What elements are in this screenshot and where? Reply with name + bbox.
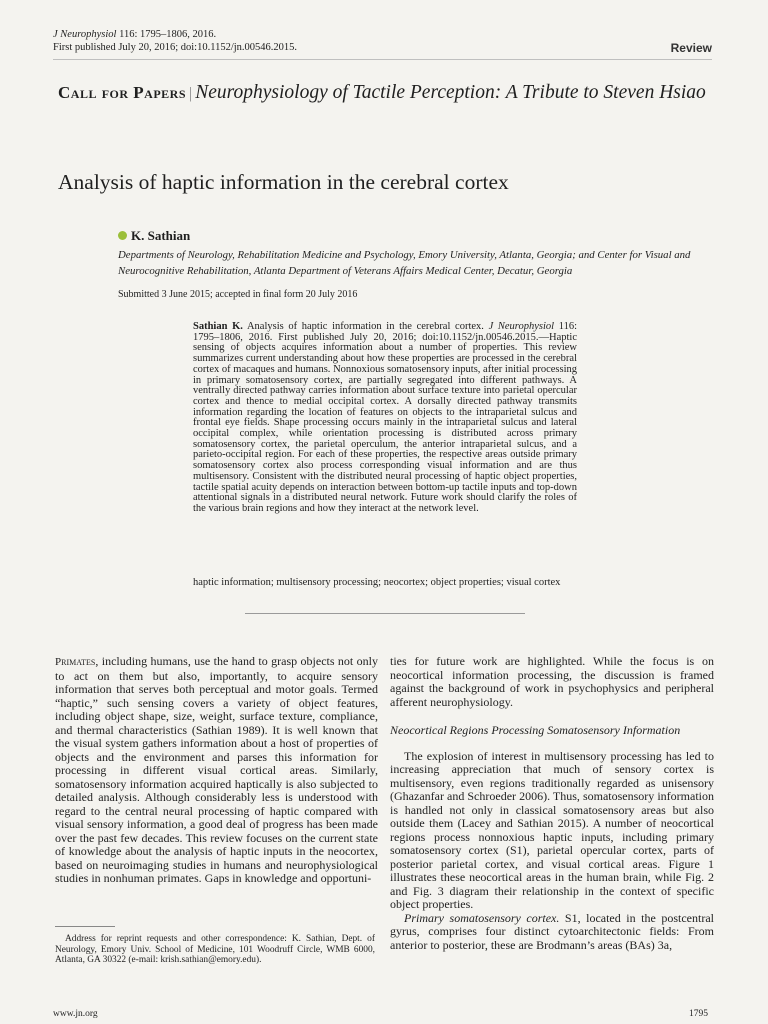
body-paragraph-2-text: S1, located in the postcentral gyrus, comprises four distinct cytoarchitectonic fields: From anterior to posterior, these are Brodmann’s areas (BAs) 3a,: [390, 910, 714, 952]
running-header: [53, 28, 297, 54]
citation: 116: 1795–1806, 2016.: [116, 29, 217, 40]
abstract-body: 116: 1795–1806, 2016. First published July 20, 2016; doi:10.1152/jn.00546.2015.—Haptic sensing of objects acquires information about a number of properties. This review summarizes current understanding about how these properties are processed in the cerebral cortex of macaques and humans. Nonnoxious somatosensory inputs, after initial processing in primary somatosensory cortex, are partially segregated into different pathways. A ventrally directed pathway carries information about surface texture into parietal opercular cortex and thence to medial occipital cortex. A dorsally directed pathway transmits information regarding the location of features on objects to the intraparietal sulcus and frontal eye fields. Shape processing occurs mainly in the intraparietal sulcus and lateral occipital complex, while orientation processing is distributed across primary somatosensory cortex, the parietal operculum, the anterior intraparietal sulcus, and a parieto-occipital region. For each of these properties, the respective areas outside primary somatosensory cortex also process corresponding visual information and are thus multisensory. Consistent with the distributed neural processing of haptic object properties, tactile spatial acuity depends on interaction between bottom-up tactile inputs and top-down attentional signals in a distributed neural network. Future work should clarify the roles of the various brain regions and how they interact at the network level.: [193, 321, 578, 514]
abstract-divider: [245, 613, 525, 614]
orcid-icon[interactable]: [118, 231, 127, 240]
call-for-papers-banner: [58, 81, 718, 106]
submission-dates: Submitted 3 June 2015; accepted in final form 20 July 2016: [118, 289, 358, 300]
body-paragraph-2: [390, 912, 714, 953]
keywords: haptic information; multisensory processing; neocortex; object properties; visual cortex: [193, 577, 561, 588]
journal-name: J Neurophysiol: [53, 29, 117, 40]
author-line: [118, 228, 190, 244]
page-number: 1795: [689, 1009, 708, 1019]
published-line: First published July 20, 2016; doi:10.1152/jn.00546.2015.: [53, 42, 298, 53]
cfp-topic: Neurophysiology of Tactile Perception: A Tribute to Steven Hsiao: [195, 82, 706, 103]
intro-paragraph: [55, 655, 378, 886]
section-label: Review: [670, 41, 712, 55]
footer-url[interactable]: www.jn.org: [53, 1009, 98, 1019]
intro-text: , including humans, use the hand to grasp objects not only to act on them but also, importantly, to acquire sensory information that serves both perceptual and motor goals. Termed “haptic,” such sensing covers a variety of object features, including object shape, size, weight, surface texture, compliance, and thermal characteristics (Sathian 1989). It is well known that the visual system gathers information about a host of properties of objects and the environment and parses this information for processing in different visual cortical areas. Similarly, somatosensory information acquired haptically is also subjected to detailed analysis. Although considerably less is understood with regard to the central neural processing of haptic compared with visual sensory information, a good deal of progress has been made over the past few decades. This review focuses on the current state of knowledge about the analysis of haptic inputs in the neocortex, based on neuroimaging studies in humans and neurophysiological studies in nonhuman primates. Gaps in knowledge and opportuni-: [55, 654, 378, 885]
correspondence-footnote: Address for reprint requests and other correspondence: K. Sathian, Dept. of Neurology, Emory Univ. School of Medicine, 101 Woodruff Circle, WMB 6000, Atlanta, GA 30322 (e-mail: krish.sathian@emory.edu).: [55, 934, 375, 965]
body-column-right: [390, 655, 714, 952]
cfp-tag: Call for Papers: [58, 83, 187, 102]
author-name: K. Sathian: [131, 228, 191, 243]
article-title: Analysis of haptic information in the cerebral cortex: [58, 170, 509, 194]
header-divider: [53, 59, 712, 60]
abstract-author: Sathian K.: [193, 321, 243, 332]
body-column-left: [55, 655, 378, 886]
footnote-divider: [55, 926, 115, 927]
abstract-journal: J Neurophysiol: [488, 321, 555, 332]
cfp-separator: |: [189, 85, 193, 102]
body-paragraph-1: The explosion of interest in multisensory processing has led to increasing appreciation that much of sensory cortex is multisensory, even regions traditionally regarded as unisensory (Ghazanfar and Schroeder 2006). Thus, somatosensory information is handled not only in classical somatosensory areas but also outside them (Lacey and Sathian 2015). A number of neocortical regions process nonnoxious haptic inputs, including primary somatosensory cortex (S1), parietal opercular cortex, parts of posterior parietal cortex, and visual cortical areas. Figure 1 illustrates these neocortical areas in the human brain, while Fig. 2 and Fig. 3 diagram their relationship in the context of specific object properties.: [390, 748, 714, 911]
section-heading: Neocortical Regions Processing Somatosensory Information: [390, 723, 681, 737]
intro-continuation: ties for future work are highlighted. While the focus is on neocortical information processing, the discussion is framed against the background of work in psychophysics and peripheral afferent neurophysiology.: [390, 654, 714, 709]
intro-lead: Primates: [55, 656, 96, 668]
abstract: [193, 322, 577, 515]
abstract-lead: Analysis of haptic information in the cerebral cortex.: [242, 321, 489, 332]
affiliation: Departments of Neurology, Rehabilitation Medicine and Psychology, Emory University, Atlanta, Georgia; and Center for Visual and Neurocognitive Rehabilitation, Atlanta Department of Veterans Affairs Medical Center, Decatur, Georgia: [118, 249, 691, 277]
subsection-lead: Primary somatosensory cortex.: [404, 910, 560, 925]
